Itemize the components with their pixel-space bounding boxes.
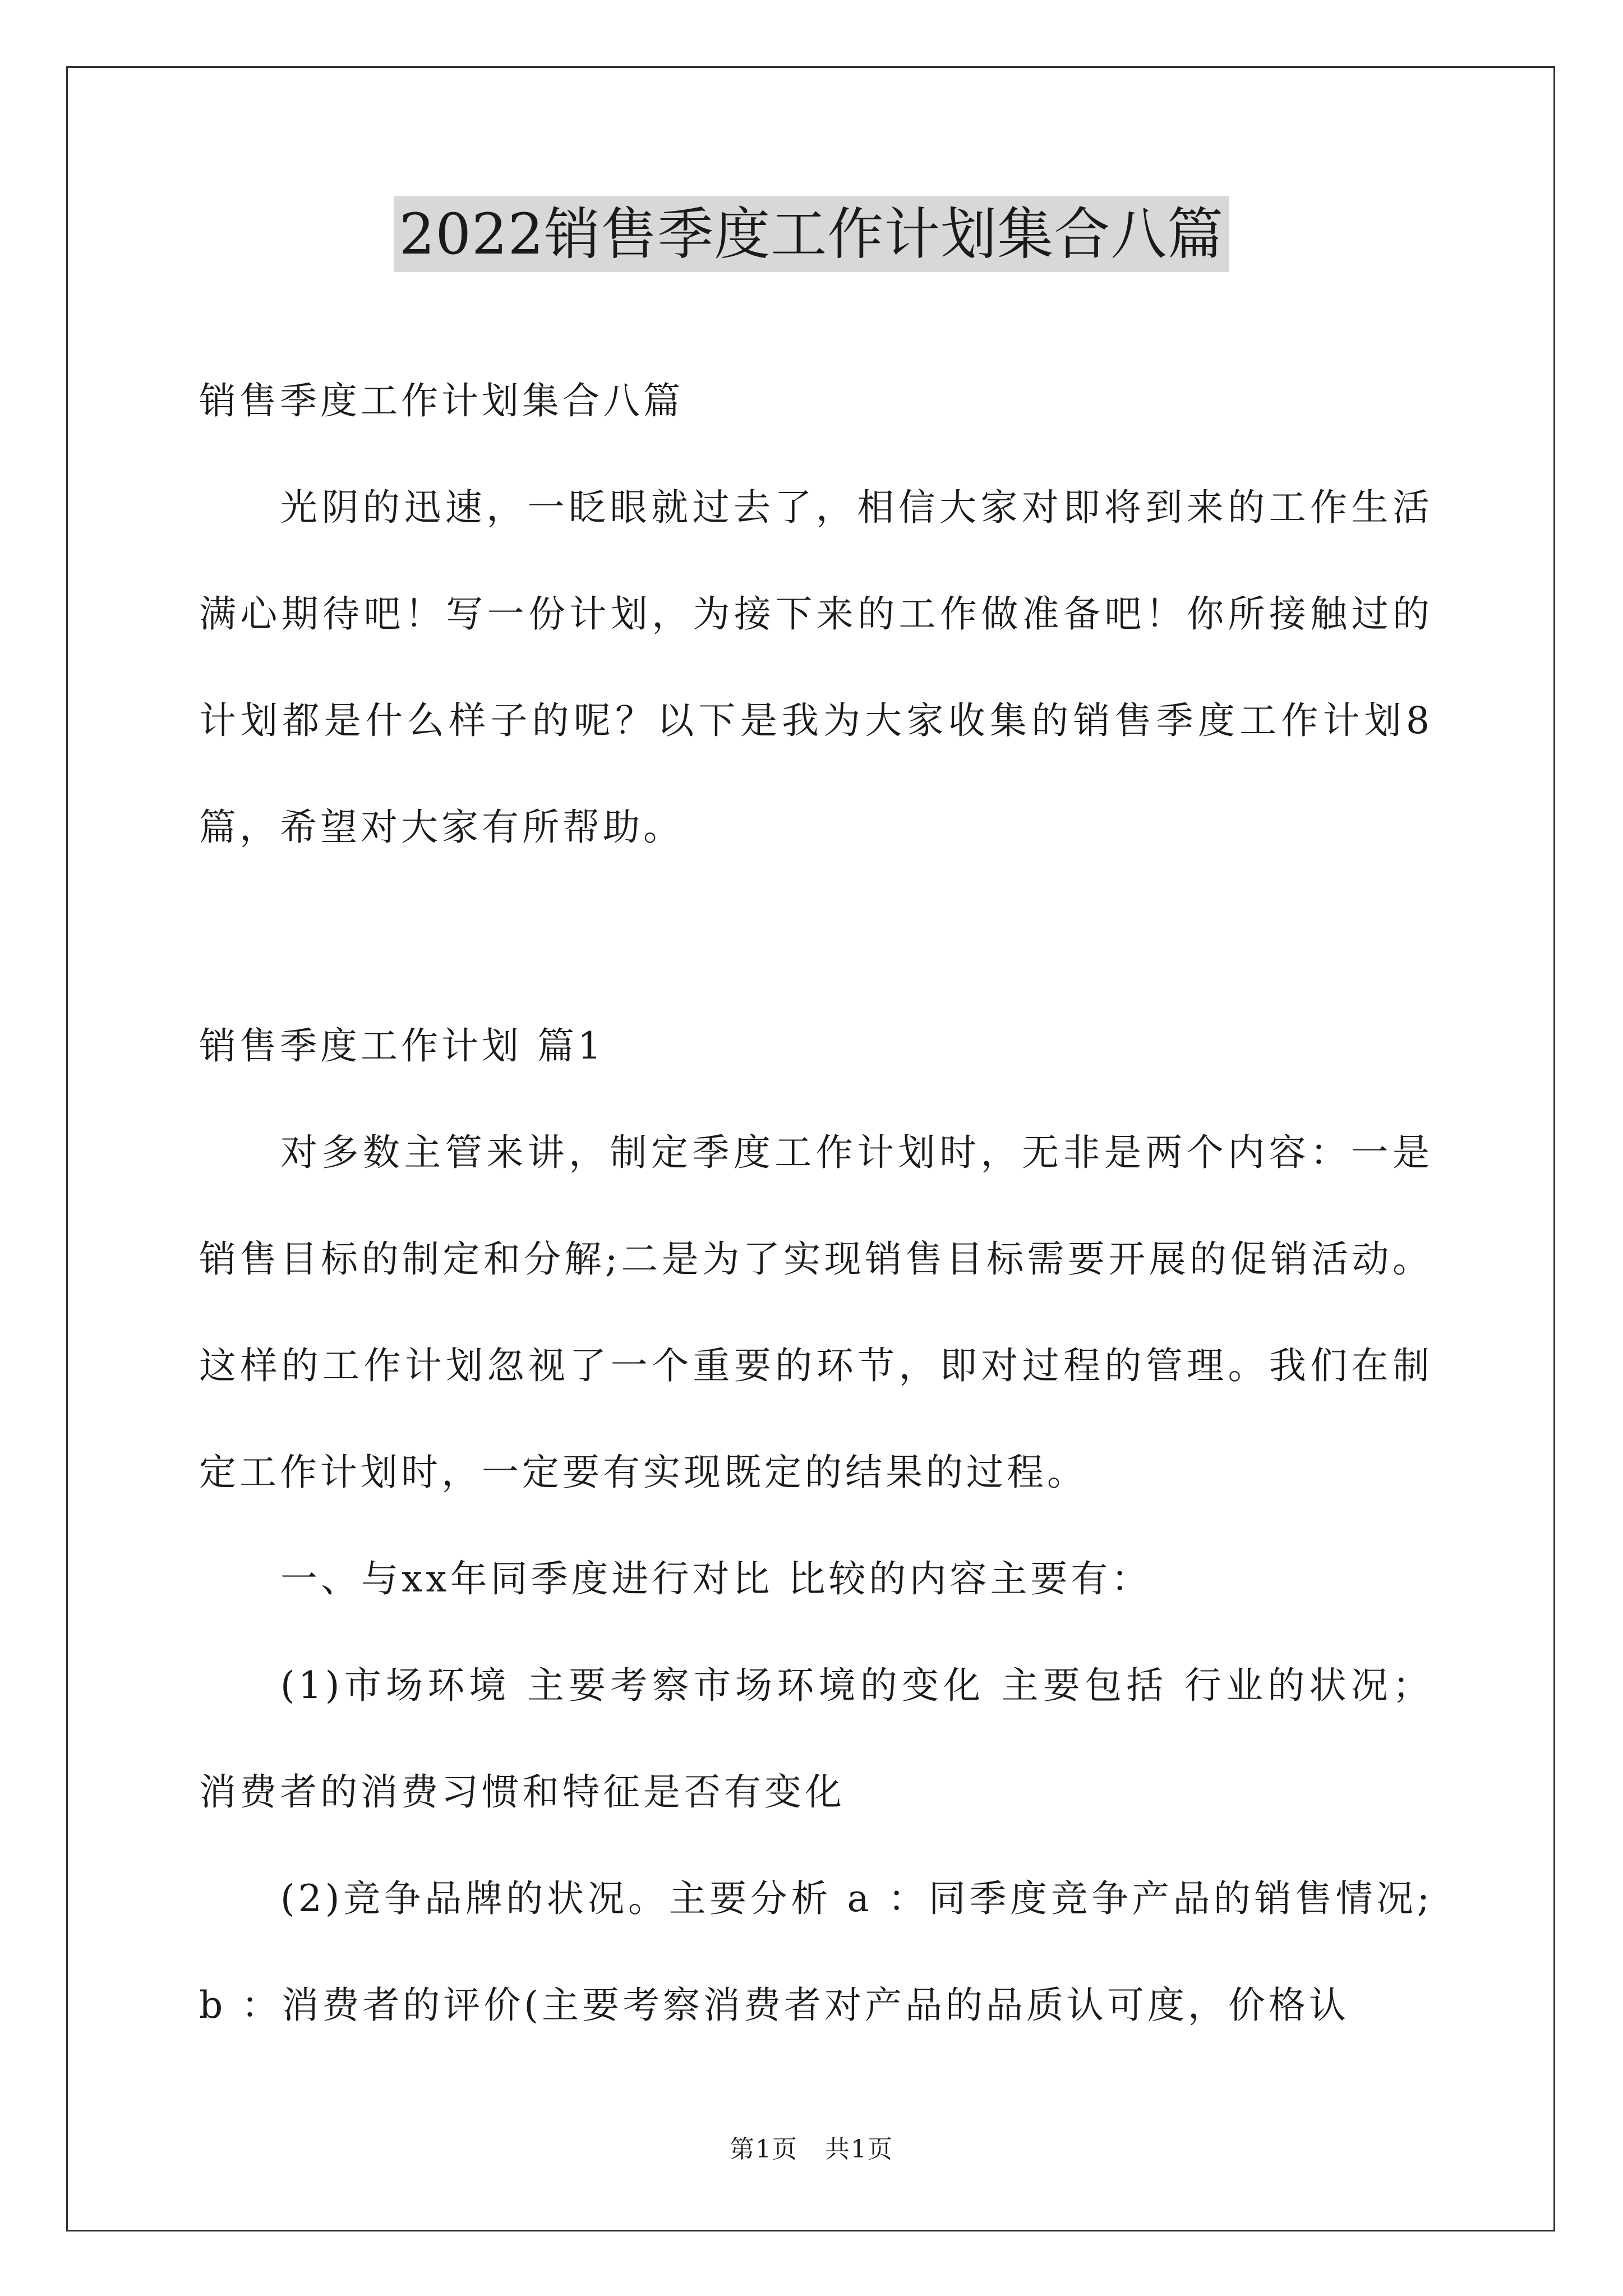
title-container: [0, 196, 1623, 272]
document-subtitle: 销售季度工作计划集合八篇: [199, 379, 684, 422]
document-title: 2022销售季度工作计划集合八篇: [394, 196, 1230, 272]
page-total: 共1页: [825, 2135, 893, 2164]
body-paragraph: 对多数主管来讲，制定季度工作计划时，无非是两个内容：一是销售目标的制定和分解;二是为了实现销售目标需要开展的促销活动。这样的工作计划忽视了一个重要的环节，即对过程的管理。我们在制定工作计划时，一定要有实现既定的结果的过程。: [199, 1131, 1433, 1494]
body-paragraph: (1)市场环境 主要考察市场环境的变化 主要包括 行业的状况；消费者的消费习惯和特征是否有变化: [199, 1664, 1433, 1814]
body-paragraph: 一、与xx年同季度进行对比 比较的内容主要有：: [280, 1557, 1152, 1600]
page-number: 第1页: [730, 2135, 798, 2164]
body-paragraph: (2)竞争品牌的状况。主要分析 a ：同季度竞争产品的销售情况; b ：消费者的评价(主要考察消费者对产品的品质认可度，价格认: [199, 1877, 1433, 2027]
section-heading: 销售季度工作计划 篇1: [199, 1024, 605, 1068]
intro-paragraph: 光阴的迅速，一眨眼就过去了，相信大家对即将到来的工作生活满心期待吧！写一份计划，为接下来的工作做准备吧！你所接触过的计划都是什么样子的呢？以下是我为大家收集的销售季度工作计划8篇，希望对大家有所帮助。: [199, 486, 1433, 849]
document-body: [199, 348, 1433, 2059]
page-footer: [0, 2129, 1623, 2165]
